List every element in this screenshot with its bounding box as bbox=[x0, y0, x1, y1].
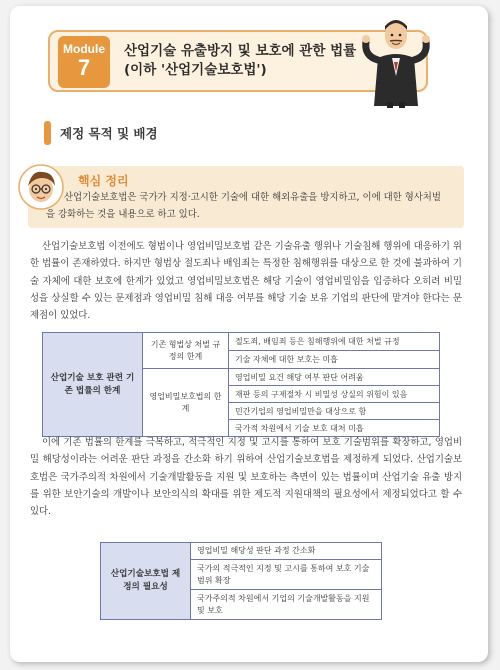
summary-text: 산업기술보호법은 국가가 지정·고시한 기술에 대한 해외유출을 방지하고, 이에 대한 형사처벌을 강화하는 것을 내용으로 하고 있다. bbox=[46, 192, 441, 220]
table-cell: 영업비밀 해당성 판단 과정 간소화 bbox=[191, 543, 382, 560]
table-head: 산업기술보호법 제정의 필요성 bbox=[101, 543, 191, 620]
table-cell: 기술 자체에 대한 보호는 미흡 bbox=[229, 351, 440, 369]
module-label: Module bbox=[63, 42, 105, 56]
table-cell: 절도죄, 배임죄 등은 침해행위에 대한 처벌 규정 bbox=[229, 333, 440, 351]
section-marker bbox=[44, 121, 51, 145]
table-cell: 국가의 적극적인 지정 및 고시를 통하여 보호 기술 범위 확장 bbox=[191, 560, 382, 590]
module-number: 7 bbox=[77, 55, 91, 80]
table-cell: 영업비밀 요건 해당 여부 판단 어려움 bbox=[229, 369, 440, 386]
table-group-label: 영업비밀보호법의 한계 bbox=[143, 369, 229, 437]
body-paragraph-1: 산업기술보호법 이전에도 형법이나 영업비밀보호법 같은 기술유출 행위나 기술침해 행위에 대응하기 위한 법률이 존재하였다. 하지만 형법상 절도죄나 배임죄는 특정한 침해행위를 대상으로 한 것에 불과하여 기술 자체에 대한 보호에 한계가 있었고 영업비밀보호법은 해당 기술이 영업비밀임을 입증하다 오히려 비밀성을 상실할 수 있는 문제점과 영업비밀 침해 대응 여부를 해당 기술 보유 기업의 판단에 맡겨야 한다는 문제점이 있었다. bbox=[30, 241, 462, 322]
table-group-label: 기존 형법상 처벌 규정의 한계 bbox=[143, 333, 229, 369]
summary-title: 핵심 정리 bbox=[78, 174, 129, 188]
limitations-table bbox=[42, 332, 440, 437]
table-cell: 재판 등의 구제절차 시 비밀성 상실의 위험이 있음 bbox=[229, 386, 440, 403]
table-cell: 민간기업의 영업비밀만을 대상으로 함 bbox=[229, 403, 440, 420]
teacher-figure-icon bbox=[354, 6, 438, 110]
module-badge bbox=[58, 36, 110, 88]
section-title: 제정 목적 및 배경 bbox=[60, 126, 158, 141]
table-cell: 국가주의적 차원에서 기업의 기술개발활동을 지원 및 보호 bbox=[191, 590, 382, 620]
table-cell: 국가적 차원에서 기술 보호 대처 미흡 bbox=[229, 420, 440, 437]
body-paragraph-2: 이에 기존 법률의 한계를 극복하고, 적극적인 지정 및 고시를 통하여 보호 기술범위를 확장하고, 영업비밀 해당성이라는 어려운 판단 과정을 간소화 하기 위하여 산업기술보호법을 제정하게 되었다. 산업기술보호법은 국가주의적 차원에서 기술개발활동을 지원 및 보호하는 측면이 있는 법률이며 산업기술 유출 방지를 위한 보안기술의 개발이나 보안의식의 확대를 위한 제도적 지원대책의 필요성에서 제정되었다고 할 수 있다. bbox=[30, 437, 462, 518]
module-title: 산업기술 유출방지 및 보호에 관한 법률(이하 '산업기술보호법') bbox=[124, 43, 357, 78]
table-head: 산업기술 보호 관련 기존 법률의 한계 bbox=[43, 333, 143, 437]
necessity-table bbox=[100, 542, 382, 620]
